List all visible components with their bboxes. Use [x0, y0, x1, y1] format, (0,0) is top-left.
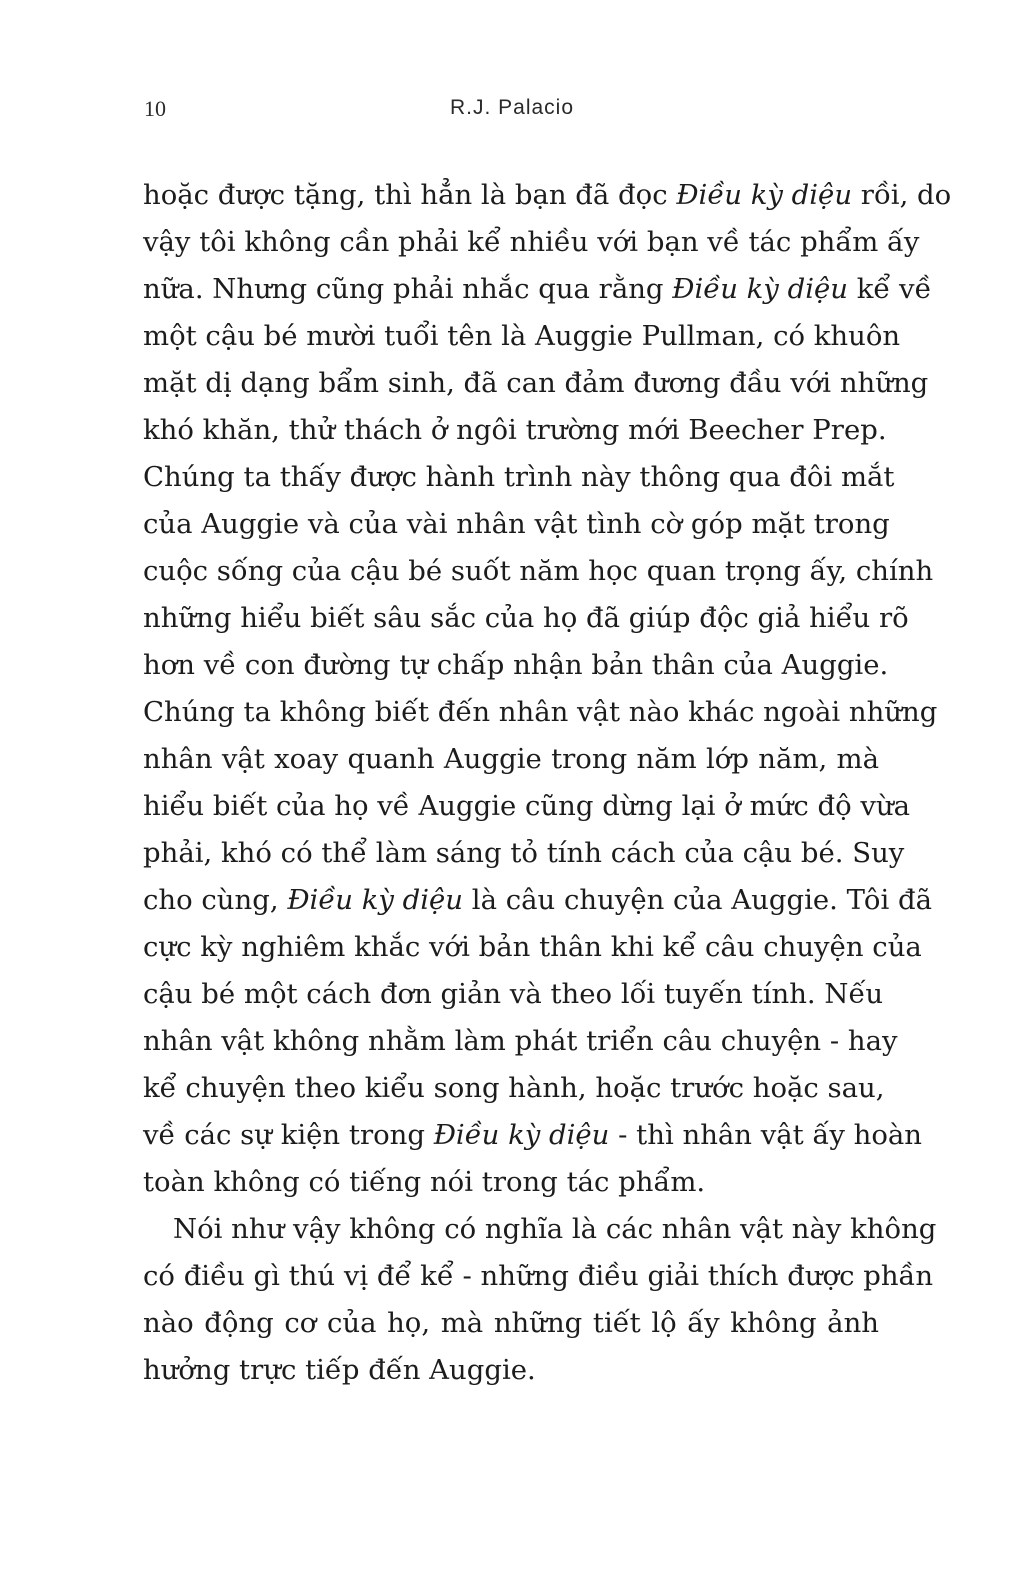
- text-line: [143, 548, 934, 595]
- text-segment: hiểu biết của họ về Auggie cũng dừng lại ở mức độ vừa: [143, 790, 911, 822]
- text-line: [143, 924, 922, 971]
- text-line: [143, 172, 952, 219]
- text-line: [143, 1018, 898, 1065]
- text-segment: nào động cơ của họ, mà những tiết lộ ấy không ảnh: [143, 1307, 879, 1339]
- text-line: [143, 689, 938, 736]
- text-line: [143, 501, 890, 548]
- text-segment: khó khăn, thử thách ở ngôi trường mới Beecher Prep.: [143, 414, 887, 446]
- text-segment: về các sự kiện trong: [143, 1119, 434, 1151]
- text-line: [143, 1065, 885, 1112]
- text-segment: hơn về con đường tự chấp nhận bản thân của Auggie.: [143, 649, 889, 681]
- text-line: [143, 830, 905, 877]
- text-line: [143, 407, 887, 454]
- text-segment: của Auggie và của vài nhân vật tình cờ góp mặt trong: [143, 508, 890, 540]
- text-segment: Nói như vậy không có nghĩa là các nhân vật này không: [173, 1213, 937, 1245]
- text-segment: những hiểu biết sâu sắc của họ đã giúp độc giả hiểu rõ: [143, 602, 909, 634]
- text-segment: Chúng ta không biết đến nhân vật nào khác ngoài những: [143, 696, 938, 728]
- text-segment: kể về: [847, 273, 932, 305]
- book-title-italic: Điều kỳ diệu: [672, 273, 848, 305]
- book-title-italic: Điều kỳ diệu: [433, 1119, 610, 1151]
- text-segment: hưởng trực tiếp đến Auggie.: [143, 1354, 536, 1386]
- text-segment: mặt dị dạng bẩm sinh, đã can đảm đương đầu với những: [143, 367, 929, 399]
- text-segment: - thì nhân vật ấy hoàn: [609, 1119, 922, 1151]
- text-segment: Chúng ta thấy được hành trình này thông qua đôi mắt: [143, 461, 895, 493]
- paragraph: [143, 1206, 937, 1394]
- text-segment: cậu bé một cách đơn giản và theo lối tuyến tính. Nếu: [143, 978, 884, 1010]
- text-segment: hoặc được tặng, thì hẳn là bạn đã đọc: [143, 179, 677, 211]
- book-title-italic: Điều kỳ diệu: [676, 179, 853, 211]
- text-line: [143, 1159, 879, 1206]
- body-text: [143, 172, 952, 1394]
- text-line: [143, 642, 889, 689]
- text-line: [143, 1112, 922, 1159]
- text-segment: vậy tôi không cần phải kể nhiều với bạn về tác phẩm ấy: [143, 226, 920, 258]
- text-segment: kể chuyện theo kiểu song hành, hoặc trước hoặc sau,: [143, 1072, 885, 1104]
- text-line: [143, 313, 901, 360]
- text-segment: nhân vật xoay quanh Auggie trong năm lớp năm, mà: [143, 743, 879, 775]
- text-segment: một cậu bé mười tuổi tên là Auggie Pullman, có khuôn: [143, 320, 901, 352]
- paragraph: [143, 172, 952, 1206]
- text-line: [143, 736, 879, 783]
- text-segment: nữa. Nhưng cũng phải nhắc qua rằng: [143, 273, 673, 305]
- text-segment: toàn không có tiếng nói trong tác phẩm.: [143, 1166, 706, 1198]
- text-line: [143, 1347, 879, 1394]
- text-line: [143, 1300, 879, 1347]
- text-segment: nhân vật không nhằm làm phát triển câu chuyện - hay: [143, 1025, 898, 1057]
- text-line: [143, 877, 932, 924]
- running-head-author: R.J. Palacio: [449, 96, 575, 119]
- text-line: [143, 595, 909, 642]
- text-segment: cuộc sống của cậu bé suốt năm học quan trọng ấy, chính: [143, 555, 934, 587]
- page-number: 10: [144, 96, 166, 121]
- text-segment: là câu chuyện của Auggie. Tôi đã: [463, 884, 932, 916]
- text-line: [143, 219, 920, 266]
- text-line: [143, 266, 932, 313]
- text-segment: cực kỳ nghiêm khắc với bản thân khi kể câu chuyện của: [143, 931, 922, 963]
- text-line: [143, 971, 884, 1018]
- text-line: [143, 454, 895, 501]
- text-line: [143, 360, 929, 407]
- text-segment: rồi, do: [852, 179, 952, 211]
- text-line: [143, 783, 911, 830]
- text-line: [143, 1206, 937, 1253]
- text-segment: cho cùng,: [143, 884, 288, 916]
- text-segment: phải, khó có thể làm sáng tỏ tính cách của cậu bé. Suy: [143, 837, 905, 869]
- book-title-italic: Điều kỳ diệu: [287, 884, 464, 916]
- text-segment: có điều gì thú vị để kể - những điều giải thích được phần: [143, 1260, 934, 1292]
- text-line: [143, 1253, 934, 1300]
